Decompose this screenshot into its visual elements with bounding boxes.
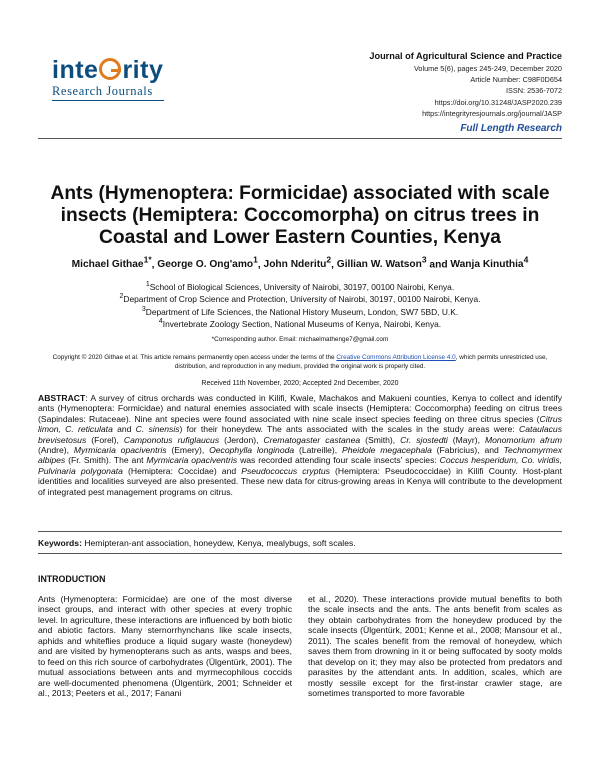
abstract-text: (Mayr), [447,434,485,445]
keywords [38,538,562,548]
author-list: Michael Githae$^{1*}$, George O. Ong'amo$^1$, John Nderitu$^2$, Gillian W. Watson$^3$ and Wanja Kinuthia$^4$ [71,255,529,271]
logo-text-end: rity [122,56,164,84]
abstract-text: (Hemiptera: Pseudococcidae) in Kilifi County. Host-plant identities and localities surveyed are also presented. These new data for citrus-growing areas in Kenya will contribute to the development of integrated pest management programs on citrus. [38,465,562,497]
body-column-right: et al., 2020). These interactions provide mutual benefits to both the scale insects and the ants. The ants benefit from scales as they obtain carbohydrates from the honeydew produced by the scale insects (Ülgentürk, 2001; Kenne et al., 2008; Mansour et al., 2011). The scales benefit from the removal of honeydew, which saves them from drowning in it or being suffocated by sooty molds that develop on it; they may also be protected from predators and parasites by the attendant ants. In addition, scales, which are mostly sessile except for the first-instar crawler stage, are sometimes transported to more favorable [308,594,562,699]
abstract-text: (Emery), [166,445,210,456]
received-dates: Received 11th November, 2020; Accepted 2nd December, 2020 [201,380,399,387]
doi-link[interactable]: https://doi.org/10.31248/JASP2020.239 [434,97,562,107]
abstract-text: was recorded attending four scale insects' species: [237,455,440,466]
species-name: Monomorium afrum [484,434,563,445]
abstract-text: (Hemiptera: Coccidae) and [122,465,242,476]
author: George O. Ong'amo$^1$ [157,255,258,271]
author: Gillian W. Watson$^3$ [336,255,427,271]
abstract-body [38,393,562,497]
journal-info [369,50,562,119]
abstract-text: (Jerdon), [219,434,264,445]
keywords-divider [38,553,562,554]
corresponding-author: *Corresponding author. Email: michaelmathenge7@gmail.com [211,336,389,343]
article-number: Article Number: C98F0D654 [470,75,562,85]
author: Michael Githae$^{1*}$ [71,255,152,271]
license-link[interactable]: Creative Commons Attribution License 4.0 [336,354,456,361]
abstract-text: (Forel), [86,434,124,445]
article-type: Full Length Research [460,123,562,134]
affiliation: $^4$Invertebrate Zoology Section, National Museums of Kenya, Nairobi, Kenya. [158,317,442,329]
affiliation: $^3$Department of Life Sciences, the National History Museum, London, SW7 5BD, U.K. [141,305,459,317]
abstract-label: ABSTRACT [38,393,86,403]
logo-text-start: inte [52,56,99,84]
affiliations [40,280,560,329]
species-name: Myrmicaria opaciventris [73,445,167,456]
journal-title: Journal of Agricultural Science and Practice [369,51,562,61]
abstract-text: (Latreille), [294,445,342,456]
affiliation: $^1$School of Biological Sciences, University of Nairobi, 30197, 00100 Nairobi, Kenya. [145,281,455,292]
copyright-notice: Copyright © 2020 Githae et al. This article remains permanently open access under the terms of the Creative Commons Attribution License 4.0, which permits unrestricted use, distribution, and reproduction in any medium, provided the original work is properly cited. [52,354,548,370]
issn: ISSN: 2536-7072 [506,86,562,96]
logo-subtitle: Research Journals [52,84,153,98]
abstract-text: : A survey of citrus orchards was conducted in Kilifi, Kwale, Machakos and Makueni counties, Kenya to collect and identify ants (Hymenoptera: Formicidae) and natural enemies associated with scale insects (Hemiptera: Coccomorpha) feeding on citrus trees (Sapindales: Rutaceae). Nine ant species were found associated with nine scale insect species feeding on three citrus species ( [38,393,562,424]
species-name: Cataulacus brevisetosus [38,424,562,445]
abstract-text: (Fabricius), and [431,445,504,456]
species-name: Crematogaster castanea [263,434,361,445]
abstract-text: and [112,424,136,435]
logo-underline [52,100,164,101]
journal-volume: Volume 5(6), pages 245-249, December 2020 [413,64,562,73]
species-name: Myrmicaria opaciventris [146,455,238,466]
species-name: Coccus hesperidum, Co. viridis, Pulvinaria polygonata [38,455,563,476]
journal-url[interactable]: https://integrityresjournals.org/journal/JASP [422,108,562,118]
affiliation: $^2$Department of Crop Science and Protection, University of Nairobi, 30197, 00100 Nairobi, Kenya. [119,293,481,305]
logo-wordmark [52,57,164,83]
species-name: Pheidole megacephala [342,445,432,456]
abstract-text: (Fr. Smith). The ant [65,455,147,466]
body-column-left: Ants (Hymenoptera: Formicidae) are one of the most diverse insect groups, and interact with other species at every trophic level. In agriculture, these interactions are influenced by both biotic and abiotic factors. Many sternorrhynchans like scale insects, aphids and whiteflies produce a liquid sugary waste (honeydew) and are visited by hymenopterans such as ants, wasps and bees, to feed on this rich source of carbohydrates (Ülgentürk, 2001). The mutual associations between ants and myrmecophilous coccids are well-documented phenomena (Ülgentürk, 2001; Schneider et al., 2013; Peeters et al., 2017; Fanani [38,594,292,699]
abstract-divider [38,531,562,532]
species-name: Oecophylla longinoda [209,445,295,456]
abstract-text: ) for their honeydew. The ants associated with the scales in the study areas were: [179,424,519,435]
author: Wanja Kinuthia$^4$ [450,255,529,271]
species-name: Citrus limon, C. reticulata [38,413,562,435]
author: John Nderitu$^2$ [263,255,332,271]
section-heading: INTRODUCTION [38,574,106,584]
publisher-logo [52,57,164,101]
abstract-text: (Andre), [38,445,74,456]
abstract-text: (Smith), [360,434,401,445]
article-title: Ants (Hymenoptera: Formicidae) associated with scale insects (Hemiptera: Coccomorpha) on citrus trees in Coastal and Lower Eastern Counties, Kenya [50,183,550,248]
species-name: Cr. sjostedti [400,434,448,445]
abstract [38,393,562,497]
species-name: C. sinensis [135,424,180,435]
species-name: Technomyrmex albipes [38,445,563,466]
species-name: Camponotus rufiglaucus [123,434,220,445]
keywords-label: Keywords: [38,538,82,548]
species-name: Pseudococcus cryptus [241,465,330,476]
logo-g-mark [99,58,121,80]
header-divider [38,138,562,139]
keywords-text: Hemipteran-ant association, honeydew, Kenya, mealybugs, soft scales. [81,538,356,548]
